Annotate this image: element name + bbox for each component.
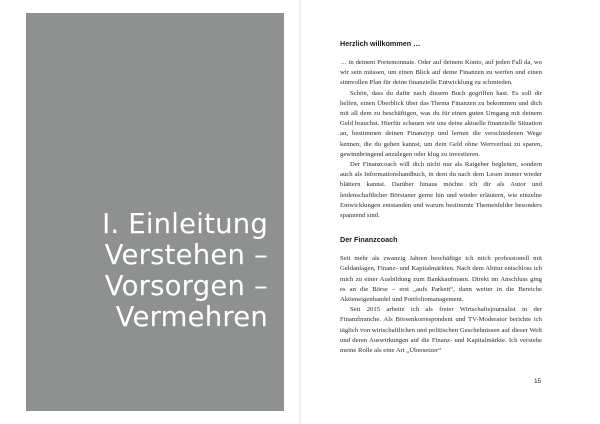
paragraph: Der Finanzcoach will dich nicht nur als Ratgeber begleiten, sondern auch als Informationshandbuch, in dem du nach dem Lesen immer wieder blättern kannst. Darüber hinaus möchte ich dir als Autor und leidenschaftlicher Börsianer gerne hin und wieder erläutern, wie einzelne Entwicklungen entstanden und warum bestimmte Themenfelder besonders spannend sind. [340, 161, 542, 220]
page-number: 15 [534, 378, 542, 385]
body-text [340, 39, 542, 356]
section-heading-finanzcoach: Der Finanzcoach [340, 235, 398, 245]
chapter-title-line: Vorsorgen – [104, 270, 268, 302]
paragraph: … in deinem Portemonnaie. Oder auf deinem Konto, auf jeden Fall da, wo wir sein müssen, um einen Blick auf deine Finanzen zu werfen und einen sinnvollen Plan für deine finanzielle Entwicklung zu schmieden. [340, 59, 542, 87]
chapter-title-line: Vermehren [115, 301, 268, 333]
right-page [301, 0, 600, 424]
chapter-title-panel [26, 13, 284, 411]
chapter-title-line: Verstehen – [104, 239, 268, 271]
paragraph: Seit mehr als zwanzig Jahren beschäftige ich mich professionell mit Geldanlagen, Finanz- und Kapitalmärkten. Nach dem Abitur entschloss ich mich zu einer Ausbildung zum Bankkaufmann. Direkt im Anschluss ging es an die Börse – erst „aufs Parkett“, dann weiter in die Bereiche Aktieneigenhandel und Portfoliomanagement. [340, 255, 542, 304]
section-heading-welcome: Herzlich willkommen … [340, 39, 421, 48]
paragraph: Seit 2015 arbeite ich als freier Wirtschaftsjournalist in der Finanzbranche. Als Börsenkorrespondent und TV-Moderator berichte ich täglich von wirtschaftlichen und politischen Geschehnissen auf dieser Welt und deren Auswirkungen auf die Finanz- und Kapitalmärkte. Ich verstehe meine Rolle als eine Art „Übersetzer“ [340, 306, 542, 355]
chapter-title [102, 209, 268, 333]
chapter-title-line: I. Einleitung [102, 208, 268, 240]
paragraph: Schön, dass du dafür nach diesem Buch gegriffen hast. Es soll dir helfen, einen Überblick über das Thema Finanzen zu bekommen und dich mit all dem zu beschäftigen, was du für einen guten Umgang mit deinem Geld brauchst. Hierfür schauen wir uns deine aktuelle finanzielle Situation an, bestimmen deinen Finanztyp und lernen die verschiedenen Wege kennen, die du gehen kannst, um dein Geld ohne Wertverlust zu sparen, gewinnbringend anzulegen oder klug zu investieren. [340, 89, 542, 158]
